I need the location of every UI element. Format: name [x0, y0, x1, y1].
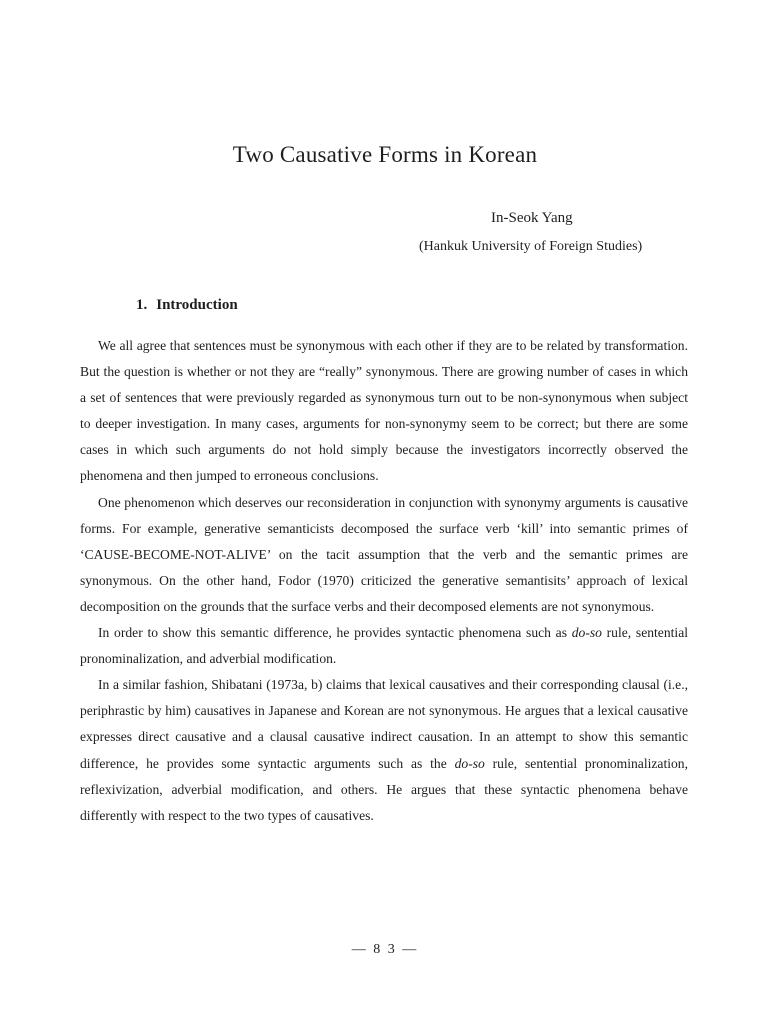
author-name: In-Seok Yang: [491, 210, 573, 226]
section-number: 1.: [136, 297, 148, 313]
body-text: [80, 333, 688, 829]
section-heading: [136, 297, 238, 314]
paragraph-3-italic-term: do-so: [571, 625, 602, 641]
paragraph-2: One phenomenon which deserves our reconsideration in conjunction with synonymy arguments is causative forms. For example, generative semanticists decomposed the surface verb ‘kill’ into semantic primes of ‘CAUSE-BECOME-NOT-ALIVE’ on the tacit assumption that the verb and the semantic primes are synonymous. On the other hand, Fodor (1970) criticized the generative semantisits’ approach of lexical decomposition on the grounds that the surface verbs and their decomposed elements are not synonymous.: [80, 494, 688, 614]
paragraph-3-text-before: In order to show this semantic difference, he provides syntactic phenomena such as: [98, 625, 572, 641]
page-number: — 8 3 —: [351, 942, 419, 957]
paragraph-3-text-after: rule, sentential pronominalization, and adverbial modification.: [80, 625, 689, 667]
paragraph-4-text-before: In a similar fashion, Shibatani (1973a, b) claims that lexical causatives and their corresponding clausal (i.e., periphrastic by him) causatives in Japanese and Korean are not synonymous. He argues that a lexical causative expresses direct causative and a clausal causative indirect causation. In an attempt to show this semantic difference, he provides some syntactic arguments such as the: [80, 677, 688, 771]
section-title: Introduction: [156, 297, 238, 313]
paragraph-4-italic-term: do-so: [454, 755, 485, 771]
paragraph-1: We all agree that sentences must be synonymous with each other if they are to be related by transformation. But the question is whether or not they are “really” synonymous. There are growing number of cases in which a set of sentences that were previously regarded as synonymous turn out to be non-synonymous when subject to deeper investigation. In many cases, arguments for non-synonymy seem to be correct; but there are some cases in which such arguments do not hold simply because the investigators incorrectly observed the phenomena and then jumped to erroneous conclusions.: [80, 338, 688, 484]
author-affiliation: (Hankuk University of Foreign Studies): [419, 239, 643, 254]
paper-title: Two Causative Forms in Korean: [232, 142, 538, 167]
paragraph-4: [80, 672, 688, 829]
paragraph-4-text-after: rule, sentential pronominalization, reflexivization, adverbial modification, and others. He argues that these syntactic phenomena behave differently with respect to the two types of causatives.: [80, 755, 688, 823]
paragraph-3: [80, 620, 688, 672]
